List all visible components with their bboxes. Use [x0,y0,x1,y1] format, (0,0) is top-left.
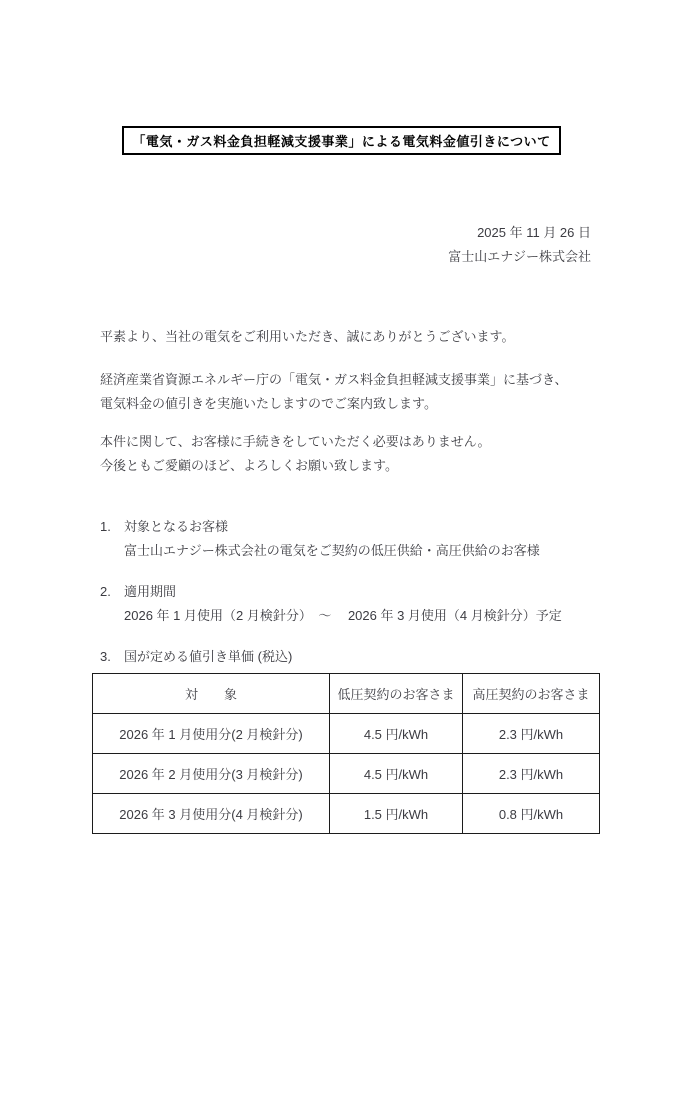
list-item-heading [100,515,603,539]
paragraph-line: 今後ともご愛顧のほど、よろしくお願い致します。 [100,458,398,473]
table-cell-low-voltage-rate: 4.5 円/kWh [330,714,463,754]
table-cell-low-voltage-rate: 4.5 円/kWh [330,754,463,794]
table-header-high-voltage: 高圧契約のお客さま [463,674,600,714]
table-cell-high-voltage-rate: 2.3 円/kWh [463,754,600,794]
paragraph-line: 本件に関して、お客様に手続きをしていただく必要はありません。 [100,434,491,449]
list-item-heading-text: 適用期間 [124,584,177,599]
list-item-number: 1. [100,519,111,534]
list-item-body: 富士山エナジー株式会社の電気をご契約の低圧供給・高圧供給のお客様 [124,543,540,558]
table-cell-period: 2026 年 3 月使用分(4 月検針分) [93,794,330,834]
table-header-row [93,674,600,714]
list-item-heading [100,645,603,669]
date-block [0,221,591,269]
table-row [93,754,600,794]
list-item-heading-text: 国が定める値引き単価 (税込) [124,649,293,664]
company-name: 富士山エナジー株式会社 [448,249,591,264]
list-item-heading [100,580,603,604]
paragraph-line: 経済産業省資源エネルギー庁の「電気・ガス料金負担軽減支援事業」に基づき、 [100,372,568,387]
notice-date: 2025 年 11 月 26 日 [477,225,591,240]
list-item-body: 2026 年 1 月使用（2 月検針分） ～ 2026 年 3 月使用（4 月検針分）予定 [124,608,562,623]
table-header-low-voltage: 低圧契約のお客さま [330,674,463,714]
table-cell-period: 2026 年 1 月使用分(2 月検針分) [93,714,330,754]
paragraph-line: 電気料金の値引きを実施いたしますのでご案内致します。 [100,396,437,411]
notice-title: 「電気・ガス料金負担軽減支援事業」による電気料金値引きについて [122,126,560,155]
list-item-number: 2. [100,584,111,599]
document-page [0,126,683,1093]
body-content [100,325,603,834]
table-row [93,714,600,754]
paragraph-no-action [100,430,603,478]
table-row [93,794,600,834]
rate-table [92,673,600,834]
table-cell-high-voltage-rate: 2.3 円/kWh [463,714,600,754]
paragraph-line: 平素より、当社の電気をご利用いただき、誠にありがとうございます。 [100,329,515,344]
table-cell-period: 2026 年 2 月使用分(3 月検針分) [93,754,330,794]
list-item-applicable-period [100,580,603,628]
paragraph-program [100,368,603,416]
list-item-number: 3. [100,649,111,664]
list-item-heading-text: 対象となるお客様 [124,519,229,534]
list-item-target-customers [100,515,603,563]
numbered-list [100,515,603,669]
list-item-discount-unit-price [100,645,603,669]
table-cell-high-voltage-rate: 0.8 円/kWh [463,794,600,834]
table-header-target: 対 象 [93,674,330,714]
paragraph-greeting [100,325,603,349]
table-cell-low-voltage-rate: 1.5 円/kWh [330,794,463,834]
